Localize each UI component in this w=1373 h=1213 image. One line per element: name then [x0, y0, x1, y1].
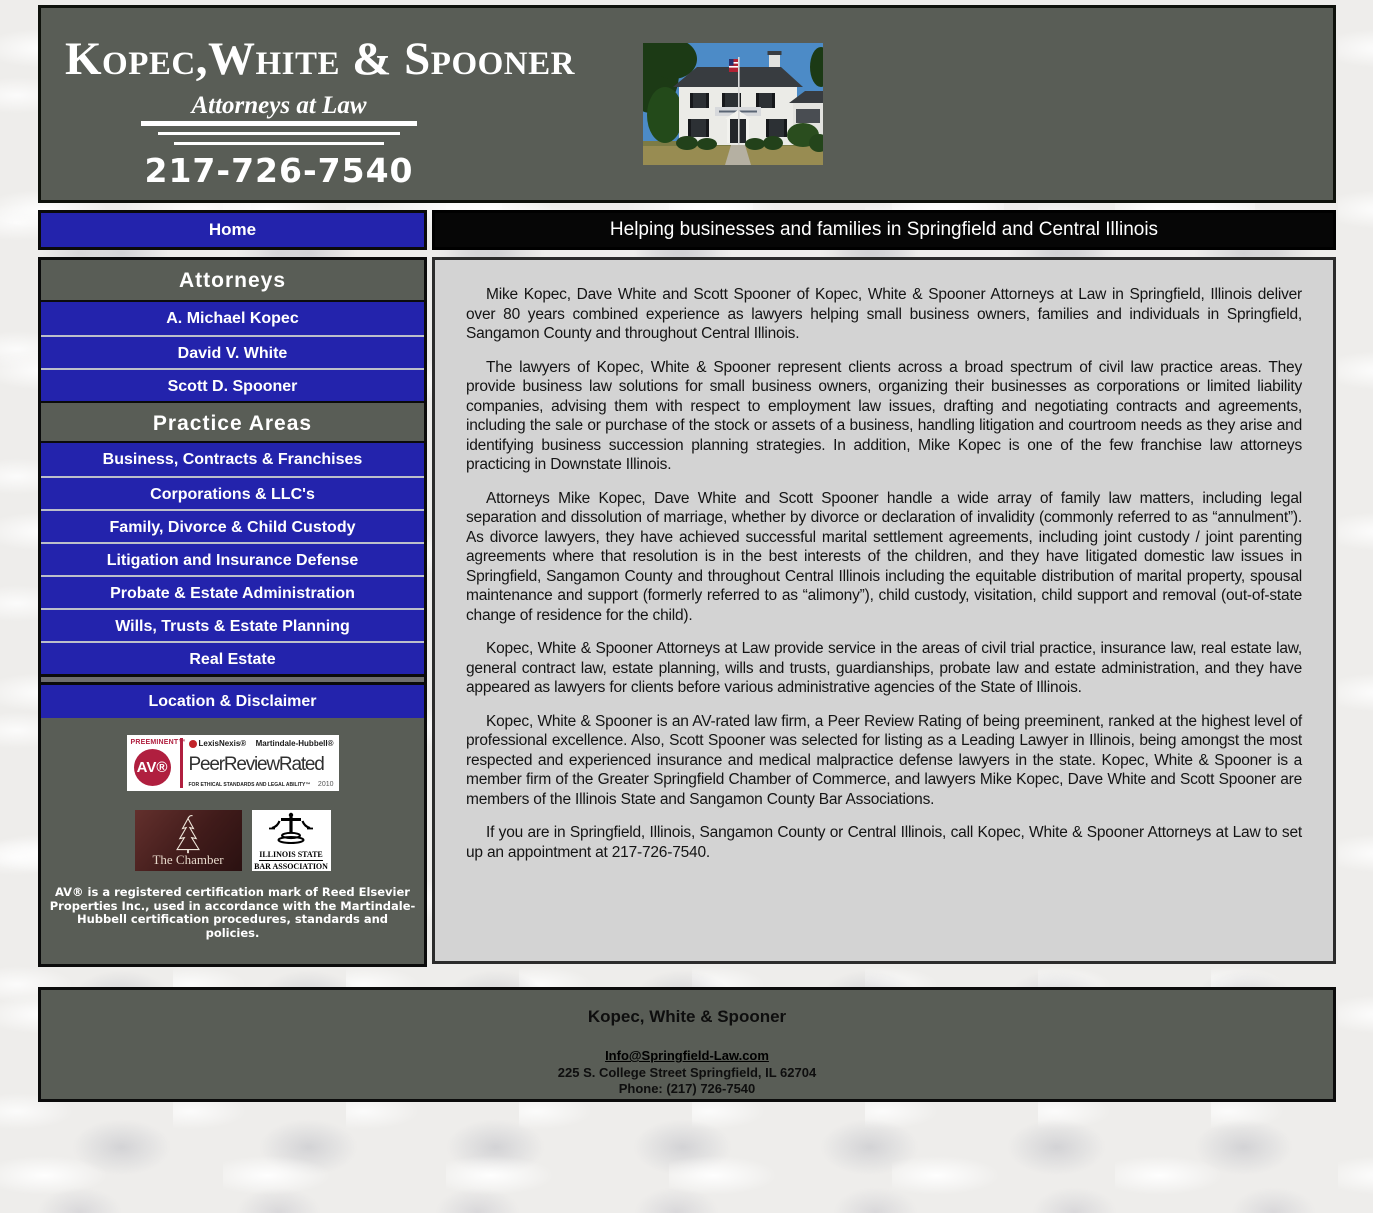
footer-phone: Phone: (217) 726-7540 [618, 1080, 756, 1096]
attorneys-section-header: Attorneys [41, 260, 424, 302]
av-certification-disclaimer: AV® is a registered certification mark of Reed Elsevier Properties Inc., used in accordance with the Martindale-Hubbell certification procedures, standards and policies. [49, 885, 416, 940]
sidebar-item-scott-spooner[interactable]: Scott D. Spooner [41, 368, 424, 401]
sidebar-item-business-contracts[interactable]: Business, Contracts & Franchises [41, 443, 424, 476]
lexisnexis-icon [189, 740, 197, 748]
av-rating-icon: AV® [134, 749, 171, 786]
illinois-state-bar-badge [252, 810, 331, 871]
peer-review-rated-label: PeerReviewRated [188, 754, 324, 775]
sidebar-item-wills-trusts[interactable]: Wills, Trusts & Estate Planning [41, 608, 424, 641]
content-columns [38, 210, 1336, 967]
badge-year: 2010 [317, 781, 334, 788]
lexisnexis-label: LexisNexis® [198, 739, 247, 748]
chamber-caption: The Chamber [152, 852, 224, 867]
site-header [38, 5, 1336, 203]
header-phone-number: 217-726-7540 [144, 151, 414, 190]
family-law-paragraph: Attorneys Mike Kopec, Dave White and Scott Spooner handle a wide array of family law matters, including legal separation and dissolution of marriage, whether by divorce or declaration of invalidity (commonly referred to as “annulment”). As divorce lawyers, they have achieved successful marital settlement agreements, including joint custody / joint parenting agreements where that resolution is in the best interests of the children, and they have litigated domestic law issues in Springfield, Sangamon County and throughout Central Illinois including the equitable distribution of marital property, spousal maintenance and support (formerly referred to as “alimony”), child custody, visitation, child support and removal (out-of-state change of residence for the child). [466, 489, 1302, 624]
sidebar-item-michael-kopec[interactable]: A. Michael Kopec [41, 302, 424, 335]
chamber-tree-icon [168, 813, 208, 855]
av-peer-review-badge [127, 735, 339, 791]
practice-areas-paragraph: Kopec, White & Spooner Attorneys at Law provide service in the areas of civil trial practice, insurance law, real estate law, general contract law, estate planning, wills and trusts, guardianships, probate law and estate administration, and they have appeared as lawyers for clients before various administrative agencies of the State of Illinois. [466, 640, 1302, 696]
footer-address: 225 S. College Street Springfield, IL 62704 [557, 1065, 817, 1080]
credential-badges [41, 718, 424, 964]
business-law-paragraph: The lawyers of Kopec, White & Spooner represent clients across a broad spectrum of civil law practice areas. They provide business law solutions for small business owners, organizing their businesses as corporations or limited liability companies, advising them with respect to employment law issues, drafting and negotiating contracts and agreements, including the sale or purchase of the stock or assets of a business, handling litigation and courtroom needs as they arise and identifying business succession planning strategies. In addition, Mike Kopec is one of the few franchise law attorneys practicing in Downstate Illinois. [466, 358, 1302, 473]
rule-line [158, 132, 400, 135]
firm-name: Kopec,White & Spooner [65, 33, 575, 85]
site-footer [38, 987, 1336, 1102]
sidebar-item-real-estate[interactable]: Real Estate [41, 641, 424, 674]
firm-tagline: Attorneys at Law [191, 92, 367, 119]
isba-label-line1: ILLINOIS STATE [259, 850, 323, 859]
footer-firm-name: Kopec, White & Spooner [587, 1007, 787, 1026]
isba-label-line2: BAR ASSOCIATION [254, 862, 328, 871]
us-flag-icon [729, 59, 738, 72]
upper-windows [690, 93, 775, 108]
martindale-hubbell-label: Martindale-Hubbell® [255, 739, 334, 748]
decorative-rules [141, 121, 417, 145]
rule-line [174, 142, 384, 145]
intro-paragraph: Mike Kopec, Dave White and Scott Spooner of Kopec, White & Spooner Attorneys at Law in Springfield, Illinois deliver over 80 years combined experience as lawyers helping small business owners, families and individuals in Springfield, Sangamon County and throughout Central Illinois. [466, 286, 1302, 342]
practice-areas-section-header: Practice Areas [41, 401, 424, 443]
scales-of-justice-icon [268, 812, 314, 844]
sidebar-item-david-white[interactable]: David V. White [41, 335, 424, 368]
ethical-standards-label: FOR ETHICAL STANDARDS AND LEGAL ABILITY™ [188, 782, 311, 788]
preeminent-label: PREEMINENT™ [130, 739, 186, 746]
sidebar-item-corporations-llc[interactable]: Corporations & LLC's [41, 476, 424, 509]
sidebar-item-probate-estate[interactable]: Probate & Estate Administration [41, 575, 424, 608]
sidebar-item-home[interactable]: Home [38, 210, 427, 250]
chamber-of-commerce-badge [135, 810, 242, 871]
call-to-action-paragraph: If you are in Springfield, Illinois, Sangamon County or Central Illinois, call Kopec, White & Spooner Attorneys at Law to set up an appointment at 217-726-7540. [466, 824, 1302, 861]
office-house-illustration [643, 43, 823, 165]
flag-pole [738, 57, 740, 145]
main-content [432, 257, 1336, 964]
sidebar-item-litigation-insurance[interactable]: Litigation and Insurance Defense [41, 542, 424, 575]
office-photo [643, 43, 823, 165]
sidebar-item-family-divorce[interactable]: Family, Divorce & Child Custody [41, 509, 424, 542]
sidebar-nav-box [38, 257, 427, 967]
page-title-banner: Helping businesses and families in Springfield and Central Illinois [432, 210, 1336, 250]
sidebar [38, 210, 427, 967]
rule-line [141, 121, 417, 126]
sidebar-item-location-disclaimer[interactable]: Location & Disclaimer [41, 685, 424, 718]
main-column [432, 210, 1336, 964]
av-rating-paragraph: Kopec, White & Spooner is an AV-rated law firm, a Peer Review Rating of being preeminent, ranked at the highest level of professional excellence. Also, Scott Spooner was selected for listing as a Leading Lawyer in Illinois, being amongst the most respected and experienced insurance and medical malpractice defense lawyers in the state. Kopec, White & Spooner is a member firm of the Greater Springfield Chamber of Commerce, and lawyers Mike Kopec, Dave White and Scott Spooner are members of the Illinois State and Sangamon County Bar Associations. [466, 712, 1302, 808]
footer-email-link[interactable]: Info@Springfield-Law.com [605, 1048, 769, 1063]
